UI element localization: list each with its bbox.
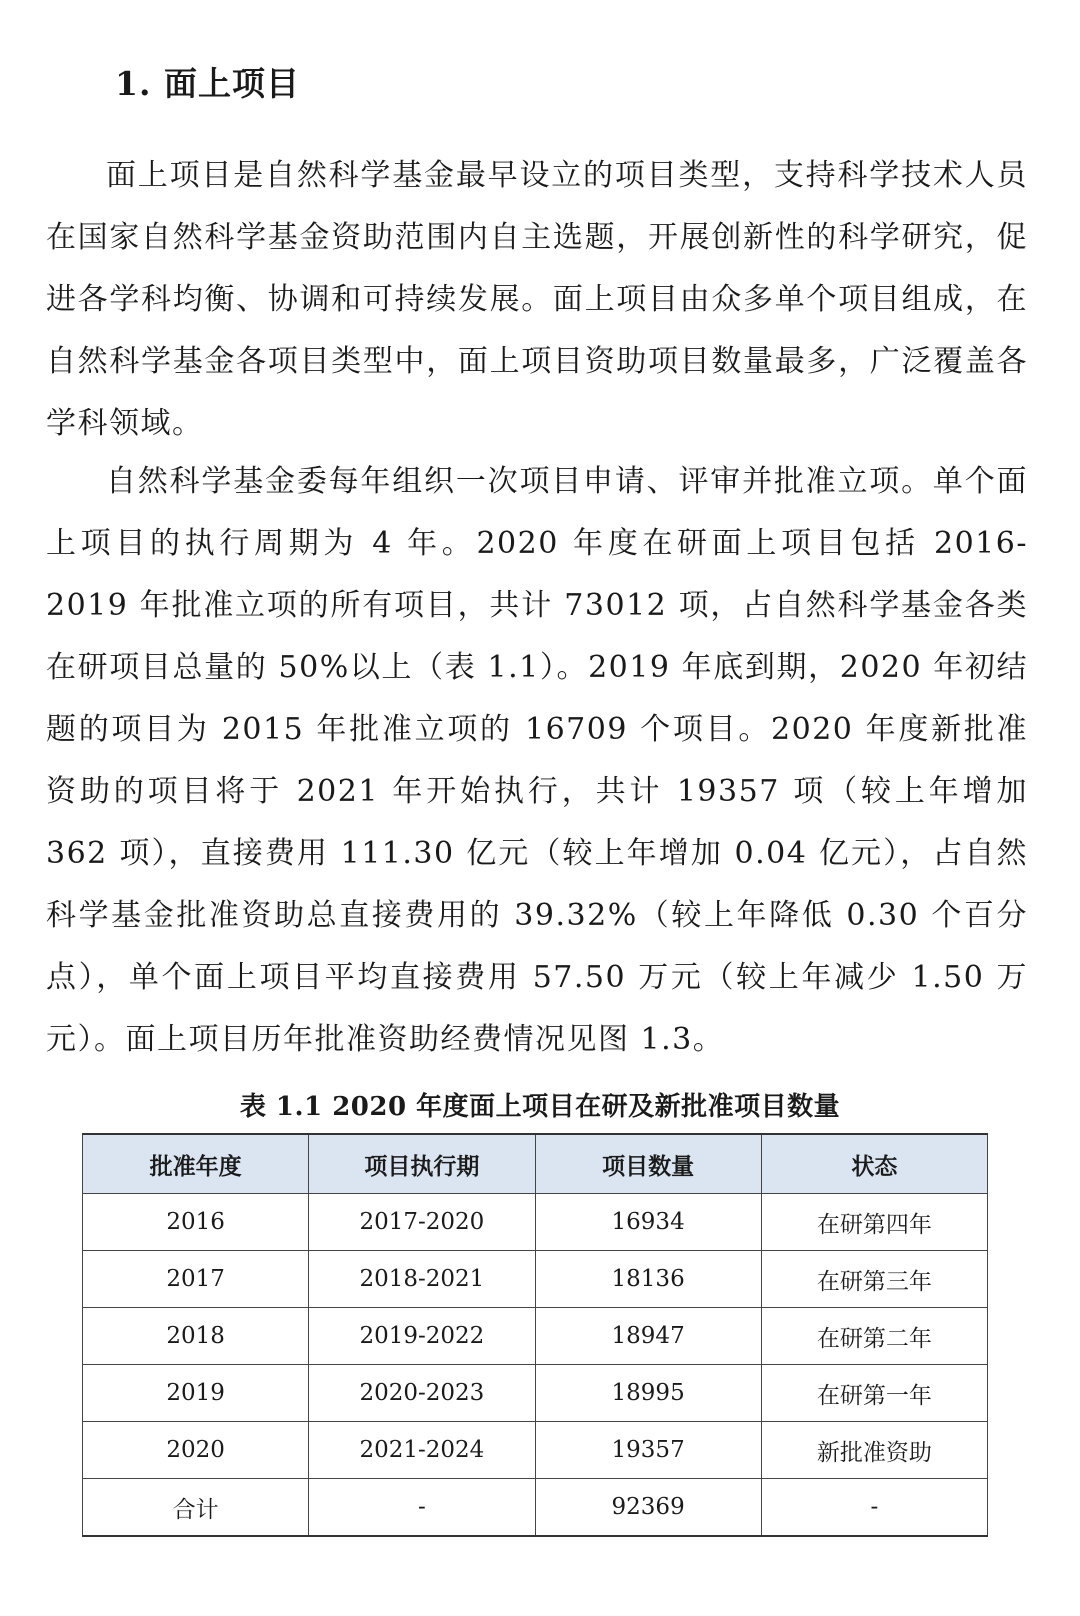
table-row — [83, 1308, 988, 1365]
header-project-count: 项目数量 — [535, 1134, 761, 1194]
header-approval-year: 批准年度 — [83, 1134, 309, 1194]
cell-period: 2020-2023 — [309, 1365, 535, 1422]
cell-total-label: 合计 — [83, 1479, 309, 1537]
header-execution-period: 项目执行期 — [309, 1134, 535, 1194]
paragraph-intro: 面上项目是自然科学基金最早设立的项目类型，支持科学技术人员在国家自然科学基金资助范围内自主选题，开展创新性的科学研究，促进各学科均衡、协调和可持续发展。面上项目由众多单个项目组成，在自然科学基金各项目类型中，面上项目资助项目数量最多，广泛覆盖各学科领域。 — [46, 158, 1028, 441]
cell-year: 2019 — [83, 1365, 309, 1422]
project-count-table — [82, 1133, 988, 1537]
cell-year: 2017 — [83, 1251, 309, 1308]
cell-status: 在研第三年 — [761, 1251, 987, 1308]
table-total-row — [83, 1479, 988, 1537]
cell-status: 在研第四年 — [761, 1194, 987, 1251]
cell-period: - — [309, 1479, 535, 1537]
cell-period: 2017-2020 — [309, 1194, 535, 1251]
cell-period: 2021-2024 — [309, 1422, 535, 1479]
cell-count: 18136 — [535, 1251, 761, 1308]
table-caption: 表 1.1 2020 年度面上项目在研及新批准项目数量 — [239, 1092, 841, 1122]
cell-count: 16934 — [535, 1194, 761, 1251]
header-status: 状态 — [761, 1134, 987, 1194]
paragraph-details: 自然科学基金委每年组织一次项目申请、评审并批准立项。单个面上项目的执行周期为 4 年。2020 年度在研面上项目包括 2016-2019 年批准立项的所有项目，共计 73012 项，占自然科学基金各类在研项目总量的 50%以上（表 1.1）。2019 年底到期，2020 年初结题的项目为 2015 年批准立项的 16709 个项目。2020 年度新批准资助的项目将于 2021 年开始执行，共计 19357 项（较上年增加 362 项），直接费用 111.30 亿元（较上年增加 0.04 亿元），占自然科学基金批准资助总直接费用的 39.32%（较上年降低 0.30 个百分点），单个面上项目平均直接费用 57.50 万元（较上年减少 1.50 万元）。面上项目历年批准资助经费情况见图 1.3。 — [46, 464, 1028, 1057]
cell-status: 在研第一年 — [761, 1365, 987, 1422]
table-row — [83, 1194, 988, 1251]
table-row — [83, 1251, 988, 1308]
cell-count: 18995 — [535, 1365, 761, 1422]
cell-status: - — [761, 1479, 987, 1537]
section-heading: 1. 面上项目 — [115, 64, 300, 103]
cell-period: 2018-2021 — [309, 1251, 535, 1308]
cell-period: 2019-2022 — [309, 1308, 535, 1365]
cell-year: 2018 — [83, 1308, 309, 1365]
cell-status: 在研第二年 — [761, 1308, 987, 1365]
table-header-row — [83, 1134, 988, 1194]
cell-total-count: 92369 — [535, 1479, 761, 1537]
cell-year: 2016 — [83, 1194, 309, 1251]
cell-status: 新批准资助 — [761, 1422, 987, 1479]
table-row — [83, 1365, 988, 1422]
table-row — [83, 1422, 988, 1479]
cell-year: 2020 — [83, 1422, 309, 1479]
cell-count: 19357 — [535, 1422, 761, 1479]
cell-count: 18947 — [535, 1308, 761, 1365]
